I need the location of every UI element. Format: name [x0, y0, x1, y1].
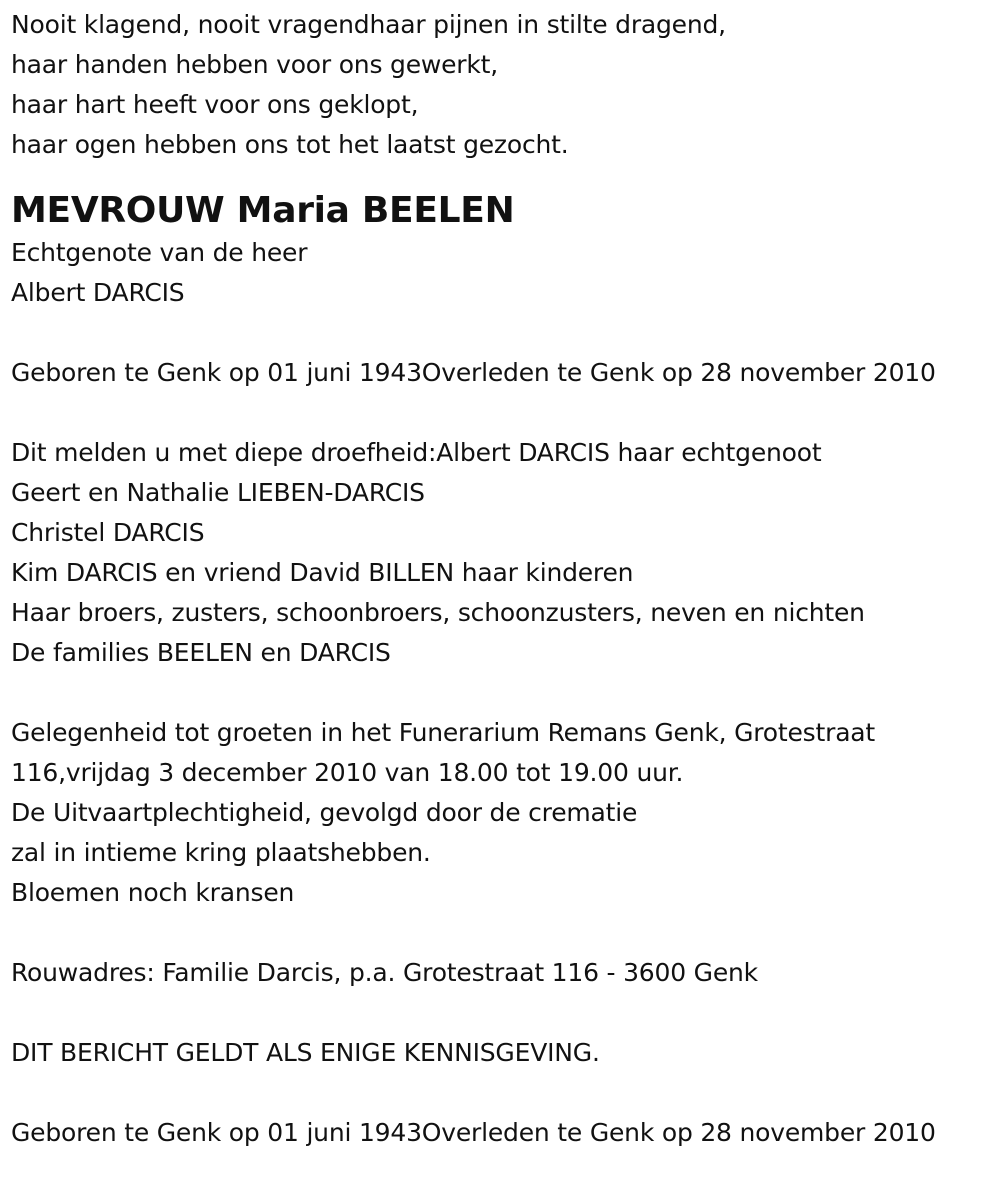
- birth-death-dates: Geboren te Genk op 01 juni 1943Overleden te Genk op 28 november 2010: [11, 358, 936, 387]
- spacer: [11, 913, 996, 953]
- mourner-line: Dit melden u met diepe droefheid:Albert DARCIS haar echtgenoot: [11, 438, 822, 467]
- spacer: [11, 673, 996, 713]
- obituary-notice: [11, 5, 996, 1153]
- spouse-line: Echtgenote van de heer: [11, 238, 308, 267]
- mourners-list: [11, 433, 996, 673]
- spacer: [11, 313, 996, 353]
- ceremony-line: Bloemen noch kransen: [11, 878, 295, 907]
- mourning-address: Rouwadres: Familie Darcis, p.a. Grotestraat 116 - 3600 Genk: [11, 958, 758, 987]
- ceremony-line: Gelegenheid tot groeten in het Funerarium Remans Genk, Grotestraat: [11, 718, 876, 747]
- ceremony-line: De Uitvaartplechtigheid, gevolgd door de crematie: [11, 798, 638, 827]
- mourner-line: Geert en Nathalie LIEBEN-DARCIS: [11, 478, 425, 507]
- poem-line: haar hart heeft voor ons geklopt,: [11, 90, 419, 119]
- poem-line: Nooit klagend, nooit vragendhaar pijnen in stilte dragend,: [11, 10, 726, 39]
- mourner-line: Kim DARCIS en vriend David BILLEN haar kinderen: [11, 558, 634, 587]
- spacer: [11, 1073, 996, 1113]
- deceased-name: MEVROUW Maria BEELEN: [11, 190, 515, 231]
- spacer: [11, 393, 996, 433]
- ceremony-line: zal in intieme kring plaatshebben.: [11, 838, 431, 867]
- mourner-line: Haar broers, zusters, schoonbroers, schoonzusters, neven en nichten: [11, 598, 865, 627]
- birth-death-dates-footer: Geboren te Genk op 01 juni 1943Overleden te Genk op 28 november 2010: [11, 1118, 936, 1147]
- ceremony-details: [11, 713, 996, 913]
- mourner-line: Christel DARCIS: [11, 518, 205, 547]
- ceremony-line: 116,vrijdag 3 december 2010 van 18.00 tot 19.00 uur.: [11, 758, 684, 787]
- spacer: [11, 993, 996, 1033]
- spouse-name: Albert DARCIS: [11, 278, 185, 307]
- official-notice: DIT BERICHT GELDT ALS ENIGE KENNISGEVING.: [11, 1038, 600, 1067]
- poem: [11, 5, 996, 165]
- poem-line: haar handen hebben voor ons gewerkt,: [11, 50, 499, 79]
- mourner-line: De families BEELEN en DARCIS: [11, 638, 391, 667]
- poem-line: haar ogen hebben ons tot het laatst gezocht.: [11, 130, 569, 159]
